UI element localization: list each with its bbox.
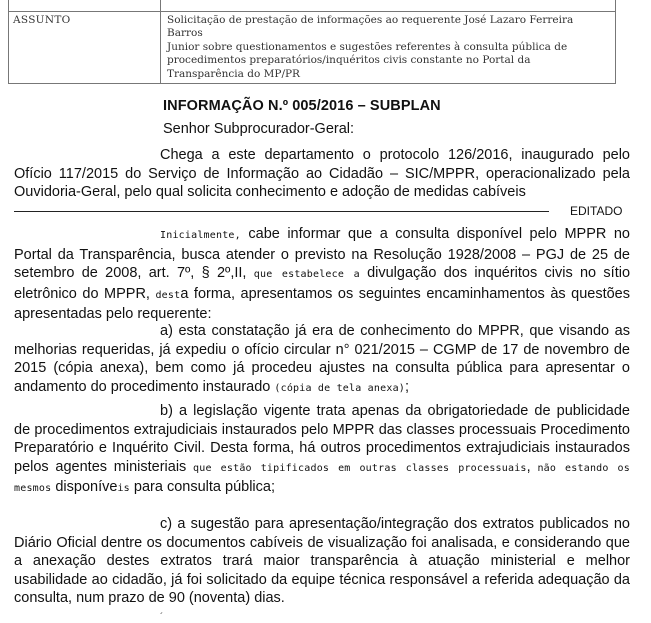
main-text-segment: cabe informar que a consulta disponível pelo MPPR no Portal da Transparência, busca atender o previsto na Resolução 1928/2008 – PGJ de 25 de setembro de 2008, art. 7º, § 2º,II, (14, 226, 630, 282)
assunto-label: ASSUNTO (9, 12, 161, 84)
main-paragraph (14, 225, 630, 324)
assunto-line: procedimentos preparatórios/inquéritos civis constante no Portal da (167, 54, 531, 67)
assunto-value (161, 12, 616, 84)
item-b-text: que estão tipificados em outras classes processuais (193, 462, 527, 474)
intro-paragraph: Chega a este departamento o protocolo 126/2016, inaugurado pelo Ofício 117/2015 do Serviço de Informação ao Cidadão – SIC/MPPR, operacionalizado pela Ouvidoria-Geral, pelo qual solicita conhecimento e adoção de medidas cabíveis (14, 147, 630, 201)
cut-off-mark: ´ (160, 612, 164, 623)
item-b-text: disponíve (51, 479, 118, 496)
assunto-row (9, 12, 616, 84)
interessado-row (9, 0, 616, 12)
assunto-line: Transparência do MP/PR (167, 67, 300, 80)
interessado-label (9, 0, 161, 12)
item-b-text: b) a legislação vigente trata apenas da obrigatoriedade de publicidade de procedimentos extrajudiciais instaurados pelo MPPR das classes processuais Procedimento Preparatório e Inquérito Civil. Desta forma, há outros procedimentos extrajudiciais instaurados pelos agentes ministeriais (14, 403, 630, 475)
item-a-text: (cópia de tela anexa) (274, 382, 406, 394)
item-b-text: não estando os mesmos (14, 462, 630, 495)
item-b-paragraph (14, 402, 630, 499)
main-text-segment: que estabelece a (253, 269, 360, 281)
edit-divider (14, 211, 549, 212)
main-text-segment: Inicialmente, (160, 230, 241, 241)
item-a-text: a) esta constatação já era de conhecimento do MPPR, que visando as melhorias requeridas, já expediu o ofício circular n° 021/2015 – CGMP de 17 de novembro de 2015 (cópia anexa), bem como já procedeu ajustes na consulta pública para apresentar o andamento do procedimento instaurado (14, 323, 630, 395)
item-b-text: para consulta pública; (129, 479, 275, 496)
main-text-segment: divulgação dos inquéritos civis no sítio eletrônico do MPPR, (14, 265, 631, 302)
salutation: Senhor Subprocurador-Geral: (163, 121, 355, 137)
item-c-paragraph: c) a sugestão para apresentação/integração dos extratos publicados no Diário Oficial dentre os documentos cabíveis de visualização foi analisada, e considerando que a anexação destes extratos trará maior transparência à atuação ministerial e melhor usabilidade ao cidadão, já foi solicitado da equipe técnica responsável a referida adequação da consulta, num prazo de 90 (noventa) dias. (14, 516, 630, 607)
assunto-line: Solicitação de prestação de informações ao requerente José Lazaro Ferreira Barros (167, 14, 574, 40)
main-text-segment: a forma, apresentamos os seguintes encaminhamentos às questões apresentadas pelo requerente: (14, 285, 630, 323)
item-b-text: , (526, 458, 538, 475)
assunto-line: Junior sobre questionamentos e sugestões referentes à consulta pública de (167, 40, 568, 53)
metadata-table (8, 0, 616, 84)
item-b-text: is (117, 483, 130, 495)
interessado-value (161, 0, 616, 12)
item-a-text: ; (405, 378, 410, 395)
document-title: INFORMAÇÃO N.º 005/2016 – SUBPLAN (163, 98, 441, 114)
edited-label: EDITADO (570, 204, 623, 218)
item-a-paragraph (14, 322, 630, 398)
main-text-segment: dest (155, 289, 181, 301)
